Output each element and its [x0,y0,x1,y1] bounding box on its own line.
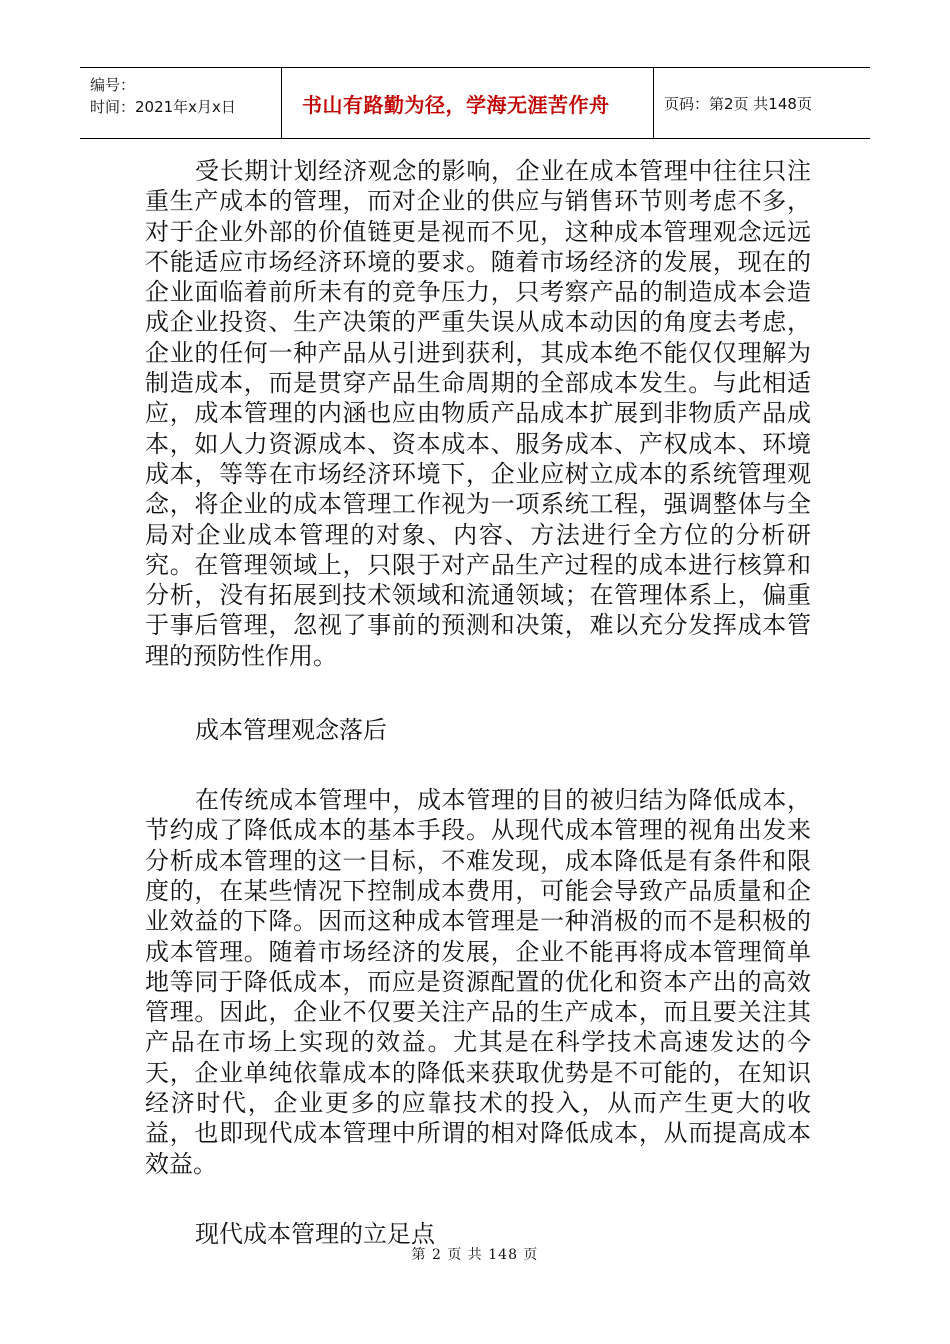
time-label: 时间：2021年x月x日 [90,98,236,116]
section-heading-2: 现代成本管理的立足点 [195,1219,435,1248]
header-motto: 书山有路勤为径，学海无涯苦作舟 [282,68,654,138]
number-label: 编号： [90,76,136,94]
paragraph-1: 受长期计划经济观念的影响，企业在成本管理中往往只注重生产成本的管理，而对企业的供应与销售环节则考虑不多，对于企业外部的价值链更是视而不见，这种成本管理观念远远不能适应市场经济环境的要求。随着市场经济的发展，现在的企业面临着前所未有的竞争压力，只考察产品的制造成本会造成企业投资、生产决策的严重失误从成本动因的角度去考虑，企业的任何一种产品从引进到获利，其成本绝不能仅仅理解为制造成本，而是贯穿产品生命周期的全部成本发生。与此相适应，成本管理的内涵也应由物质产品成本扩展到非物质产品成本，如人力资源成本、资本成本、服务成本、产权成本、环境成本，等等在市场经济环境下，企业应树立成本的系统管理观念，将企业的成本管理工作视为一项系统工程，强调整体与全局对企业成本管理的对象、内容、方法进行全方位的分析研究。在管理领域上，只限于对产品生产过程的成本进行核算和分析，没有拓展到技术领域和流通领域；在管理体系上，偏重于事后管理，忽视了事前的预测和决策，难以充分发挥成本管理的预防性作用。 [145,157,811,670]
paragraph-2: 在传统成本管理中，成本管理的目的被归结为降低成本，节约成了降低成本的基本手段。从现代成本管理的视角出发来分析成本管理的这一目标，不难发现，成本降低是有条件和限度的，在某些情况下控制成本费用，可能会导致产品质量和企业效益的下降。因而这种成本管理是一种消极的而不是积极的成本管理。随着市场经济的发展，企业不能再将成本管理简单地等同于降低成本，而应是资源配置的优化和资本产出的高效管理。因此，企业不仅要关注产品的生产成本，而且要关注其产品在市场上实现的效益。尤其是在科学技术高速发达的今天，企业单纯依靠成本的降低来获取优势是不可能的，在知识经济时代，企业更多的应靠技术的投入，从而产生更大的收益，也即现代成本管理中所谓的相对降低成本，从而提高成本效益。 [145,786,811,1178]
document-body [145,156,811,1249]
section-heading-1: 成本管理观念落后 [195,716,387,745]
header-page-info: 页码：第2页 共148页 [664,94,812,113]
header-meta [80,68,282,138]
page-footer: 第 2 页 共 148 页 [411,1247,539,1263]
page-header [80,67,870,139]
